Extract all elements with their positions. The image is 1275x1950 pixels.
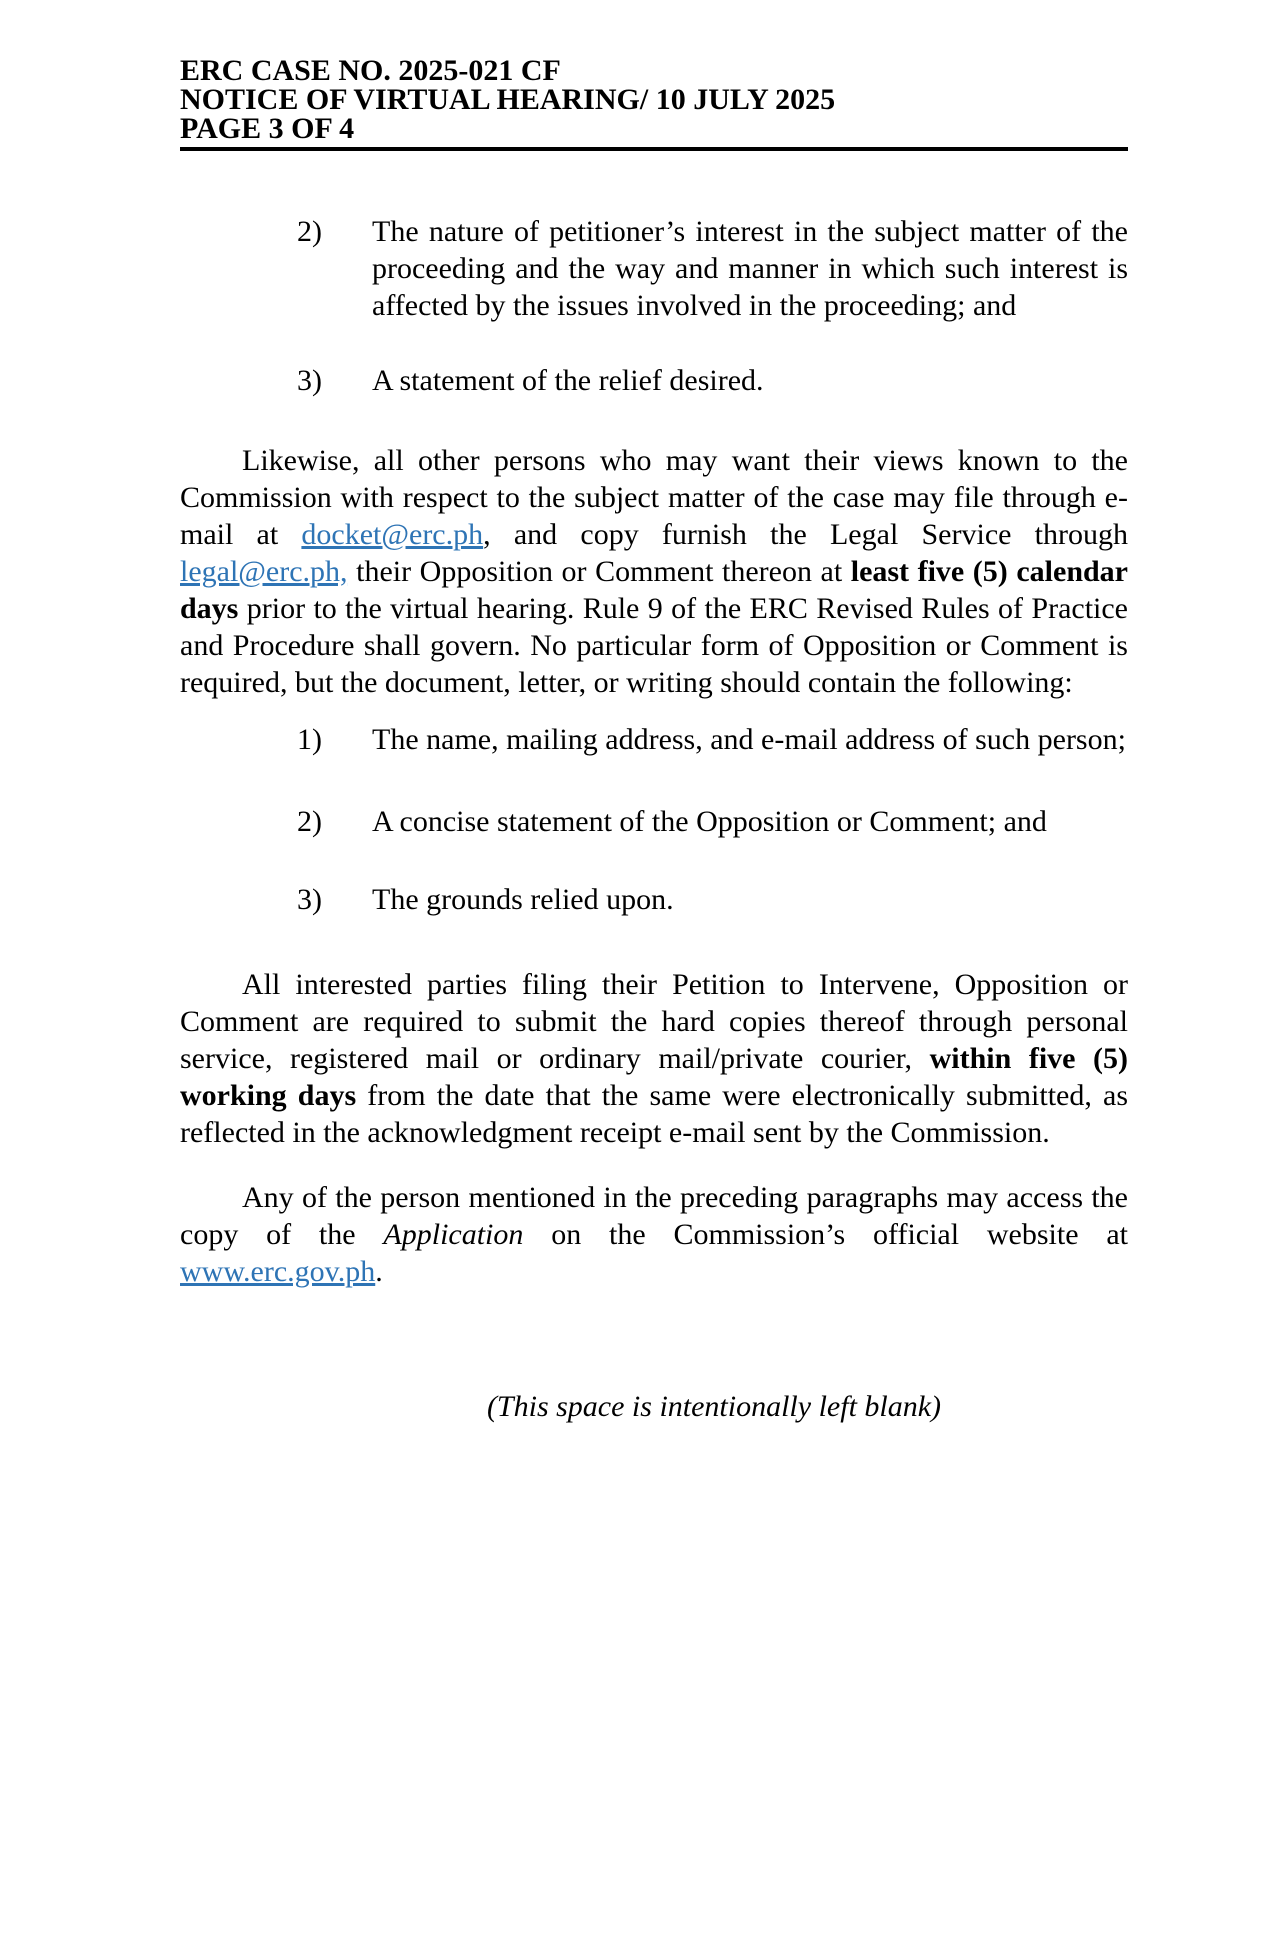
list-item-text: The nature of petitioner’s interest in the subject matter of the proceeding and the way and manner in which such interest is affected by the issues involved in the proceeding; and — [372, 215, 1128, 322]
list-number: 2) — [297, 805, 322, 838]
page-header — [180, 56, 1128, 151]
list-item-text: The name, mailing address, and e-mail address of such person; — [372, 723, 1126, 756]
list-number: 3) — [297, 364, 322, 397]
list-item-text: A statement of the relief desired. — [372, 364, 764, 397]
paragraph-text: Any of the person mentioned in the preceding paragraphs may access the copy of the — [180, 1181, 1128, 1251]
petition-requirement-item-3 — [180, 362, 1128, 399]
likewise-paragraph — [180, 442, 1128, 701]
list-item-text: A concise statement of the Opposition or Comment; and — [372, 805, 1047, 838]
bold-calendar-days: least five (5) calendar days — [180, 555, 1128, 625]
website-paragraph — [180, 1179, 1128, 1290]
application-italic: Application — [383, 1218, 524, 1251]
comment-requirement-item-3 — [180, 881, 1128, 918]
header-page-number: PAGE 3 OF 4 — [180, 112, 355, 145]
paragraph-text: Likewise, all other persons who may want their views known to the Commission with respect to the subject matter of the case may file through e-mail at — [180, 444, 1128, 551]
paragraph-text: All interested parties filing their Petition to Intervene, Opposition or Comment are required to submit the hard copies thereof through personal service, registered mail or ordinary mail/private courier, — [180, 968, 1128, 1075]
docket-email-link[interactable]: docket@erc.ph — [301, 518, 484, 551]
paragraph-text: , and copy furnish the Legal Service through — [483, 518, 1128, 551]
legal-email-link[interactable]: legal@erc.ph, — [180, 555, 348, 588]
list-number: 1) — [297, 723, 322, 756]
header-notice-title: NOTICE OF VIRTUAL HEARING/ 10 JULY 2025 — [180, 83, 836, 116]
comment-requirement-item-2 — [180, 803, 1128, 840]
paragraph-text: prior to the virtual hearing. Rule 9 of the ERC Revised Rules of Practice and Procedure shall govern. No particular form of Opposition or Comment is required, but the document, letter, or writing should contain the following: — [180, 592, 1128, 699]
petition-requirement-item-2 — [180, 213, 1128, 324]
paragraph-text: . — [375, 1255, 383, 1288]
list-number: 3) — [297, 883, 322, 916]
list-number: 2) — [297, 215, 322, 248]
paragraph-text: on the Commission’s official website at — [523, 1218, 1128, 1251]
document-content — [180, 0, 1128, 1425]
paragraph-text: their Opposition or Comment thereon at — [347, 555, 851, 588]
header-case-number: ERC CASE NO. 2025-021 CF — [180, 54, 561, 87]
comment-requirement-item-1 — [180, 721, 1128, 758]
paragraph-text: from the date that the same were electronically submitted, as reflected in the acknowledgment receipt e-mail sent by the Commission. — [180, 1079, 1128, 1149]
erc-website-link[interactable]: www.erc.gov.ph — [180, 1255, 376, 1288]
intentionally-blank-note: (This space is intentionally left blank) — [486, 1390, 942, 1423]
bold-working-days: within five (5) working days — [180, 1042, 1128, 1112]
list-item-text: The grounds relied upon. — [372, 883, 674, 916]
hardcopy-paragraph — [180, 966, 1128, 1151]
